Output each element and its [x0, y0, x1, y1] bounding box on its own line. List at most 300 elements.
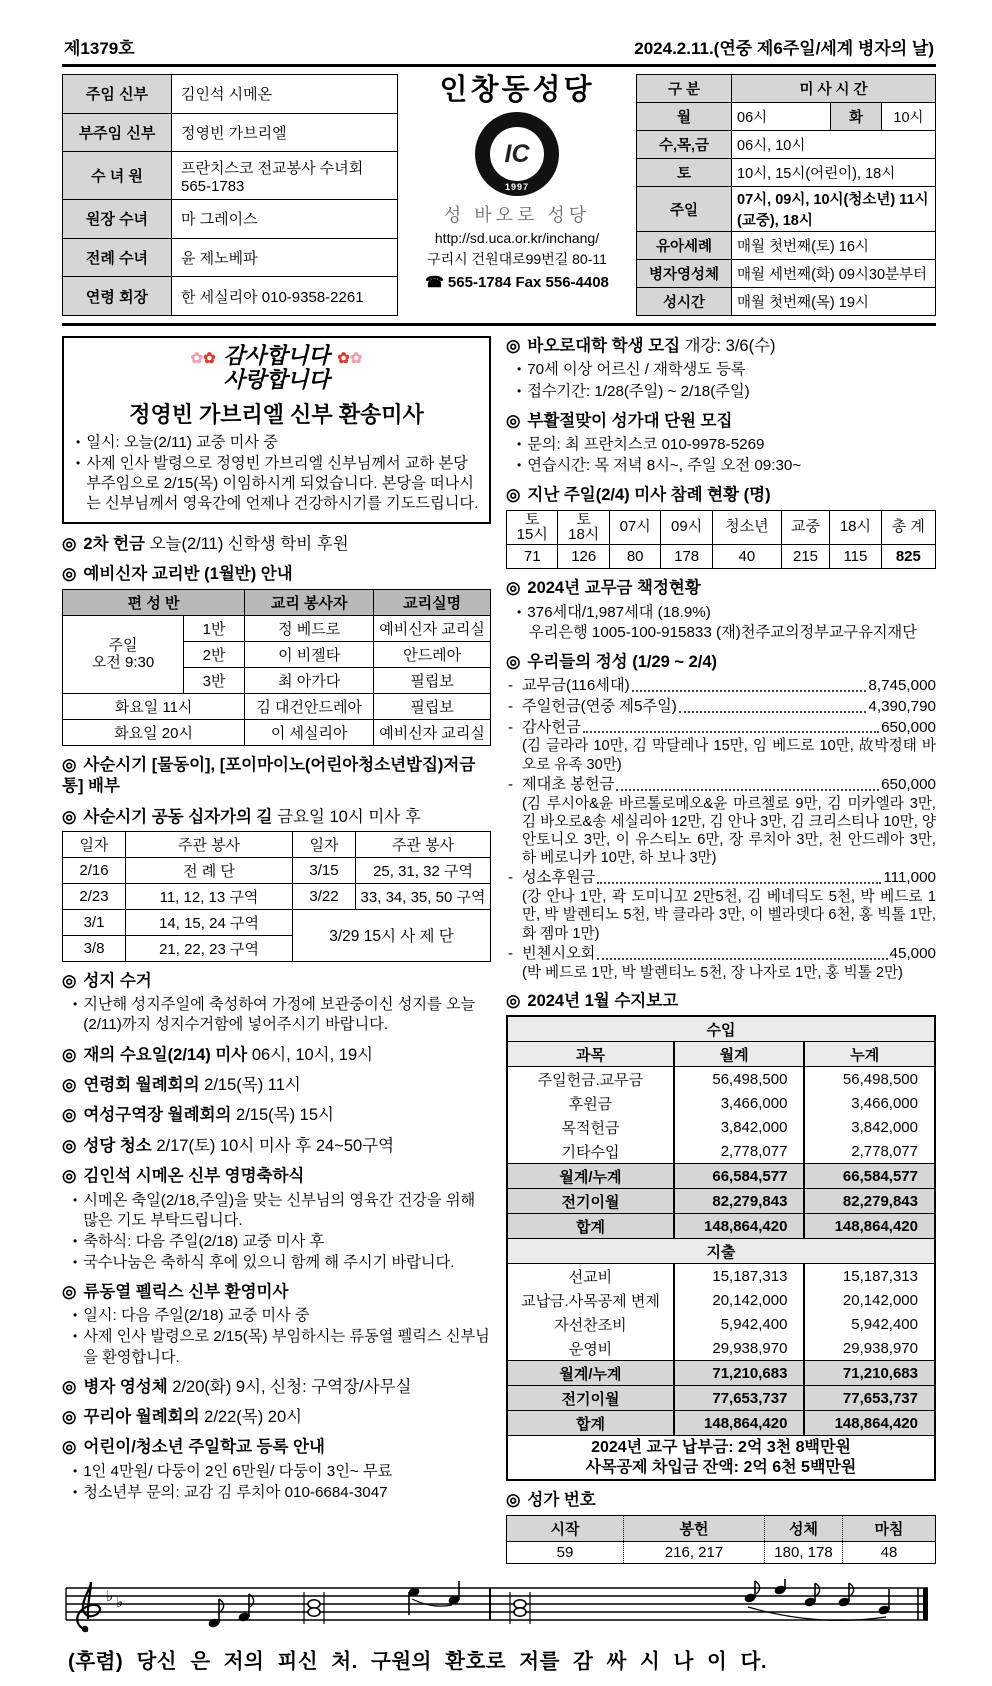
col-header: 토 15시: [507, 510, 558, 545]
bullet-text: 문의: 최 프란치스코 010-9978-5269: [527, 436, 765, 453]
table-row: [637, 159, 936, 187]
section-marker: ◎: [62, 1377, 77, 1396]
table-row: [63, 831, 491, 857]
dot-leader: [597, 958, 887, 960]
mass-time: 매월 첫번째(목) 19시: [732, 288, 936, 316]
clergy-role: 부주임 신부: [63, 113, 172, 152]
svg-text:♭: ♭: [116, 1592, 124, 1611]
count: 178: [661, 545, 712, 569]
account: 교납금.사목공제 변제: [507, 1288, 674, 1312]
col-header: 토 18시: [558, 510, 609, 545]
section-marker: ◎: [62, 971, 77, 990]
cumulative: 77,653,737: [804, 1386, 935, 1411]
table-row: [507, 1288, 935, 1312]
table-row: [63, 152, 398, 200]
col-header: 교리실명: [374, 589, 491, 615]
calligraphy-banner: [74, 345, 479, 393]
monthly: 56,498,500: [674, 1067, 805, 1092]
heading-bold: 성지 수거: [83, 971, 152, 990]
bullet-dot: •: [517, 362, 522, 377]
account: 전기이월: [507, 1189, 674, 1214]
clergy-name: 한 세실리아 010-9358-2261: [172, 277, 398, 316]
hymn-number: 59: [507, 1541, 624, 1563]
heading-bold: 꾸리아 월례회의: [83, 1408, 200, 1426]
teacher: 이 비젤타: [245, 641, 374, 667]
attendance-table: [506, 510, 936, 570]
section-church-cleaning: [62, 1136, 491, 1157]
account: 주일헌금.교무금: [507, 1067, 674, 1092]
section-marker: ◎: [62, 1408, 77, 1426]
table-row: [507, 1312, 935, 1336]
teacher: 정 베드로: [245, 615, 374, 641]
col-header: 봉헌: [624, 1515, 765, 1541]
col-header: 18시: [830, 510, 881, 545]
heading-bold: 김인석 시메온 신부 영명축하식: [83, 1167, 305, 1186]
heading-bold: 어린이/청소년 주일학교 등록 안내: [83, 1438, 325, 1457]
monthly: 77,653,737: [674, 1386, 805, 1411]
flower-icon: ✿: [190, 349, 204, 367]
dash: -: [508, 677, 514, 695]
church-subtitle: 성 바오로 성당: [443, 205, 591, 225]
section-marker: ◎: [62, 1282, 77, 1301]
bullet-line: [74, 433, 479, 453]
table-row: [637, 103, 936, 131]
col-header: 일자: [63, 831, 126, 857]
section-finance-report: [506, 991, 936, 1481]
heading-bold: 재의 수요일(2/14) 미사: [83, 1045, 248, 1064]
section-marker: ◎: [506, 337, 521, 355]
church-logo-icon: [475, 112, 559, 196]
cumulative: 82,279,843: [804, 1189, 935, 1214]
offering-amount: 111,000: [883, 869, 936, 887]
svg-text:♭: ♭: [106, 1586, 114, 1605]
section-heading: [62, 534, 491, 555]
clergy-name: 정영빈 가브리엘: [172, 113, 398, 152]
bullet-text: 지난해 성지주일에 축성하여 가정에 보관중이신 성지를 오늘(2/11)까지 성지수거함에 넣어주시기 바랍니다.: [83, 996, 476, 1034]
teacher: 최 아가다: [245, 667, 374, 693]
table-row: [507, 1515, 936, 1541]
table-row: [63, 75, 398, 114]
mass-time: 06시: [732, 103, 831, 131]
table-row: [637, 260, 936, 288]
section-marker: ◎: [506, 652, 521, 671]
heading-rest: 개강: 3/6(수): [684, 337, 776, 355]
bullet-text: 70세 이상 어르신 / 재학생도 등록: [527, 361, 746, 379]
mass-schedule-table: [636, 74, 936, 316]
cumulative: 56,498,500: [804, 1067, 935, 1092]
count: 126: [558, 545, 609, 569]
table-row: [507, 1411, 935, 1436]
offering-label: 감사헌금: [522, 718, 581, 736]
hymn-number: 180, 178: [765, 1541, 843, 1563]
section-marker: ◎: [62, 1136, 77, 1155]
section-marker: ◎: [62, 1438, 77, 1457]
refrain-music: [62, 1579, 936, 1676]
heading-bold: 지난 주일(2/4) 미사 참례 현황 (명): [527, 486, 771, 505]
col-header: 교리 봉사자: [245, 589, 374, 615]
clergy-table: [62, 74, 398, 316]
heading-rest: 2/22(목) 20시: [204, 1408, 303, 1426]
heading-bold: 여성구역장 월례회의: [83, 1106, 232, 1125]
table-row: [507, 1042, 935, 1067]
catechism-table: [62, 589, 491, 746]
col-header: 마침: [843, 1515, 936, 1541]
monthly: 5,942,400: [674, 1312, 805, 1336]
col-header: 시작: [507, 1515, 624, 1541]
hymn-number: 48: [843, 1541, 936, 1563]
church-identity: [399, 74, 635, 316]
table-row: [63, 719, 491, 745]
count: 215: [781, 545, 829, 569]
flower-icon: ✿: [349, 349, 363, 367]
bullet-text: 일시: 다음 주일(2/18) 교중 미사 중: [83, 1307, 310, 1325]
table-row: [507, 1189, 935, 1214]
clergy-role: 연령 회장: [63, 277, 172, 316]
cumulative: 148,864,420: [804, 1411, 935, 1436]
date: 3/22: [293, 883, 356, 909]
heading-bold: 성가 번호: [527, 1491, 596, 1510]
monthly: 148,864,420: [674, 1214, 805, 1239]
expense-band: 지출: [507, 1239, 935, 1264]
group: 25, 31, 32 구역: [356, 857, 491, 883]
table-row: [507, 1115, 935, 1139]
section-marker: ◎: [62, 807, 77, 826]
table-row: [507, 1541, 936, 1563]
heading-bold: 우리들의 정성 (1/29 ~ 2/4): [527, 652, 718, 671]
account: 후원금: [507, 1091, 674, 1115]
church-address: 구리시 건원대로99번길 80-11: [427, 251, 607, 267]
group: 33, 34, 35, 50 구역: [356, 883, 491, 909]
group-line: 주일: [108, 636, 138, 654]
bullet-dot: •: [73, 997, 78, 1012]
section-marker: ◎: [62, 1075, 77, 1094]
table-row: [507, 1386, 935, 1411]
bullet-dot: •: [73, 1233, 78, 1248]
account: 목적헌금: [507, 1115, 674, 1139]
monthly: 20,142,000: [674, 1288, 805, 1312]
offering-detail: (김 글라라 10만, 김 막달레나 15만, 임 베드로 10만, 故박정태 바오로 유족 30만): [522, 738, 936, 773]
bullet-text: 376세대/1,987세대 (18.9%): [527, 603, 711, 621]
farewell-mass-box: [62, 336, 491, 524]
col-header: 일자: [293, 831, 356, 857]
table-row: [63, 857, 491, 883]
section-curia-meeting: [62, 1407, 491, 1428]
section-marker: ◎: [506, 486, 521, 505]
issue-number: 제1379호: [64, 39, 135, 58]
mass-col-header: 미 사 시 간: [732, 75, 936, 103]
section-heading: [62, 971, 491, 992]
table-row: [63, 113, 398, 152]
section-women-leaders-meeting: [62, 1105, 491, 1126]
col-header: 교중: [781, 510, 829, 545]
table-row: [507, 1436, 935, 1481]
bullet-dot: •: [517, 458, 522, 473]
table-row: [507, 1164, 935, 1189]
table-row: [637, 187, 936, 232]
table-row: [507, 510, 936, 545]
section-marker: ◎: [62, 565, 77, 584]
class-no: 2반: [184, 641, 245, 667]
heading-bold: 바오로대학 학생 모집: [527, 337, 681, 355]
account: 월계/누계: [507, 1361, 674, 1386]
heading-rest: 2/20(화) 9시, 신청: 구역장/사무실: [172, 1377, 412, 1396]
group: 21, 22, 23 구역: [126, 935, 293, 961]
section-ash-wednesday: [62, 1045, 491, 1066]
cumulative: 29,938,970: [804, 1336, 935, 1361]
heading-bold: 2차 헌금: [83, 534, 145, 553]
table-row: [507, 1139, 935, 1164]
table-row: [63, 909, 491, 935]
table-row: [507, 1016, 935, 1042]
cumulative: 3,466,000: [804, 1091, 935, 1115]
footer-line: 사목공제 차입금 잔액: 2억 6천 5백만원: [585, 1458, 857, 1476]
teacher: 김 대건안드레아: [245, 693, 374, 719]
col-header: 성체: [765, 1515, 843, 1541]
bullet-dot: •: [517, 437, 522, 451]
bullet-line: [62, 995, 491, 1035]
section-sunday-school: [62, 1437, 491, 1503]
col-header: 09시: [661, 510, 712, 545]
section-second-collection: [62, 534, 491, 555]
income-band: 수입: [507, 1016, 935, 1042]
heading-bold: 사순시기 공동 십자가의 길: [83, 807, 273, 826]
table-row: [507, 545, 936, 569]
count: 115: [830, 545, 881, 569]
section-feast-day: [62, 1166, 491, 1273]
section-welcome-mass: [62, 1282, 491, 1368]
col-header: 누계: [804, 1042, 935, 1067]
masthead-date: 2024.2.11.(연중 제6주일/세계 병자의 날): [634, 39, 934, 58]
heading-rest: 2/17(토) 10시 미사 후 24~50구역: [156, 1136, 395, 1155]
col-header: 청소년: [712, 510, 781, 545]
section-marker: ◎: [62, 755, 77, 774]
offering-label: 성소후원금: [522, 869, 596, 887]
section-heading: [62, 755, 491, 798]
account: 월계/누계: [507, 1164, 674, 1189]
cumulative: 5,942,400: [804, 1312, 935, 1336]
count: 71: [507, 545, 558, 569]
section-marker: ◎: [62, 1167, 77, 1186]
section-sick-communion: [62, 1377, 491, 1398]
bullet-dot: •: [73, 1463, 78, 1478]
table-row: [507, 1264, 935, 1289]
group: 전 례 단: [126, 857, 293, 883]
offering-detail: (김 루시아&윤 바르톨로메오&윤 마르첼로 9만, 김 미카엘라 3만, 김 바오로&송 세실리아 12만, 김 안나 3만, 김 크리스티나 10만, 양 안토니오 3만, 이 유스티노 6만, 장 루치아 3만, 천 안드레아 3만, 하 베로니카 10만, 하 보나 3만): [522, 795, 936, 867]
col-header: 주관 봉사: [126, 831, 293, 857]
offering-item: [506, 775, 936, 868]
section-catechism: [62, 564, 491, 745]
group: 14, 15, 24 구역: [126, 909, 293, 935]
monthly: 3,466,000: [674, 1091, 805, 1115]
masthead: [62, 34, 936, 64]
col-header: 총 계: [881, 510, 935, 545]
cumulative: 15,187,313: [804, 1264, 935, 1289]
date: 3/8: [63, 935, 126, 961]
heading-bold: 류동열 펠릭스 신부 환영미사: [83, 1282, 289, 1301]
cumulative: 2,778,077: [804, 1139, 935, 1164]
continuation-line: 우리은행 1005-100-915833 (재)천주교의정부교구유지재단: [529, 623, 917, 641]
dash: -: [508, 718, 514, 736]
room: 예비신자 교리실: [374, 719, 491, 745]
section-pledge-status: [506, 578, 936, 643]
church-phone: ☎ 565-1784 Fax 556-4408: [425, 274, 609, 291]
table-row: [63, 199, 398, 238]
footer-line: 2024년 교구 납부금: 2억 3천 8백만원: [591, 1438, 851, 1456]
monthly: 3,842,000: [674, 1115, 805, 1139]
mass-day: 수,목,금: [637, 131, 732, 159]
bullet-text: 청소년부 문의: 교감 김 루치아 010-6684-3047: [83, 1483, 388, 1501]
table-row: [507, 1361, 935, 1386]
table-row: [507, 1239, 935, 1264]
room: 예비신자 교리실: [374, 615, 491, 641]
account: 자선찬조비: [507, 1312, 674, 1336]
table-row: [63, 693, 491, 719]
account: 전기이월: [507, 1386, 674, 1411]
heading-rest: 금요일 10시 미사 후: [277, 807, 421, 826]
clergy-name: 김인석 시메온: [172, 75, 398, 114]
table-row: [637, 232, 936, 260]
mass-col-header: 구 분: [637, 75, 732, 103]
refrain-lyrics: (후렴) 당신 은 저의 피신 처. 구원의 환호로 저를 감 싸 시 나 이 다.: [68, 1649, 768, 1673]
table-row: [63, 277, 398, 316]
bullet-text: 접수기간: 1/28(주일) ~ 2/18(주일): [527, 382, 750, 400]
mass-day: 주일: [637, 187, 732, 232]
mass-time: 06시, 10시: [732, 131, 936, 159]
room: 안드레아: [374, 641, 491, 667]
right-column: [506, 336, 936, 1573]
flower-icon: ✿: [203, 349, 216, 367]
section-heading: [62, 807, 491, 828]
bullet-text: 일시: 오늘(2/11) 교중 미사 중: [86, 433, 278, 451]
section-stations-of-cross: [62, 807, 491, 962]
clergy-name: 마 그레이스: [172, 199, 398, 238]
clergy-role: 전례 수녀: [63, 238, 172, 277]
flower-icon: ✿: [337, 349, 350, 367]
bullet-line: [74, 454, 479, 514]
merged-cell: 3/29 15시 사 제 단: [293, 909, 491, 961]
offering-item: [506, 868, 936, 942]
date: 3/1: [63, 909, 126, 935]
offering-item: [506, 718, 936, 774]
offering-label: 교무금(116세대): [522, 677, 630, 695]
cumulative: 66,584,577: [804, 1164, 935, 1189]
dot-leader: [583, 731, 879, 733]
monthly: 2,778,077: [674, 1139, 805, 1164]
dot-leader: [632, 690, 867, 692]
left-column: [62, 336, 491, 1573]
dot-leader: [616, 789, 879, 791]
monthly: 66,584,577: [674, 1164, 805, 1189]
clergy-role: 수 녀 원: [63, 152, 172, 200]
cumulative: 71,210,683: [804, 1361, 935, 1386]
heading-rest: 2/15(목) 11시: [204, 1075, 301, 1094]
section-heading: [62, 564, 491, 585]
bullet-text: 축하식: 다음 주일(2/18) 교중 미사 후: [83, 1232, 325, 1250]
mass-day: 병자영성체: [637, 260, 732, 288]
hymn-table: [506, 1515, 936, 1564]
bullet-dot: •: [73, 1308, 78, 1323]
heading-bold: 병자 영성체: [83, 1377, 168, 1396]
bullet-dot: •: [517, 383, 522, 398]
bullet-text: 1인 4만원/ 다둥이 2인 6만원/ 다둥이 3인~ 무료: [83, 1462, 393, 1480]
offering-amount: 650,000: [881, 718, 936, 736]
section-lent-items: [62, 755, 491, 798]
bullet-dot: •: [76, 434, 81, 449]
section-marker: ◎: [506, 991, 521, 1010]
section-marker: ◎: [506, 1491, 521, 1510]
cumulative: 20,142,000: [804, 1288, 935, 1312]
logo-initials: IC: [490, 127, 544, 181]
table-row: [507, 1214, 935, 1239]
offering-item: [506, 944, 936, 982]
section-choir-recruit: [506, 411, 936, 477]
bullet-text: 시메온 축일(2/18,주일)을 맞는 신부님의 영육간 건강을 위해 많은 기도 부탁드립니다.: [83, 1191, 476, 1229]
calligraphy-line: 사랑합니다: [223, 366, 330, 393]
offering-item: [506, 697, 936, 717]
class-time: 화요일 11시: [63, 693, 245, 719]
dash: -: [508, 869, 514, 887]
class-time: 화요일 20시: [63, 719, 245, 745]
group-line: 오전 9:30: [91, 654, 155, 672]
bullet-dot: •: [73, 1484, 78, 1499]
calligraphy-line: 감사합니다: [223, 343, 330, 369]
heading-bold: 부활절맞이 성가대 단원 모집: [527, 411, 733, 430]
bullet-dot: •: [517, 604, 522, 619]
section-marker: ◎: [506, 579, 521, 598]
logo-year: 1997: [504, 182, 530, 192]
bullet-text: 사제 인사 발령으로 2/15(목) 부임하시는 류동열 펠릭스 신부님을 환영합니다.: [83, 1328, 490, 1366]
offering-amount: 4,390,790: [868, 697, 936, 715]
mass-time: 매월 세번째(화) 09시30분부터: [732, 260, 936, 288]
heading-bold: 사순시기 [물동이], [포이마이노(어린아청소년밥집)저금통] 배부: [62, 755, 476, 796]
account: 선교비: [507, 1264, 674, 1289]
offering-item: [506, 676, 936, 696]
offering-label: 주일헌금(연중 제5주일): [522, 697, 677, 715]
mass-day: 월: [637, 103, 732, 131]
bullet-dot: •: [76, 455, 81, 470]
table-row: [63, 615, 491, 641]
heading-rest: 06시, 10시, 19시: [251, 1045, 374, 1064]
col-header: 07시: [609, 510, 660, 545]
clergy-name: 프란치스코 전교봉사 수녀회 565-1783: [172, 152, 398, 200]
dash: -: [508, 697, 514, 715]
group: 11, 12, 13 구역: [126, 883, 293, 909]
class-group: [63, 615, 184, 693]
table-row: [507, 1336, 935, 1361]
teacher: 이 세실리아: [245, 719, 374, 745]
section-paul-university: [506, 336, 936, 402]
monthly: 71,210,683: [674, 1361, 805, 1386]
table-row: [637, 131, 936, 159]
date: 2/23: [63, 883, 126, 909]
count-total: 825: [881, 545, 935, 569]
table-row: [63, 238, 398, 277]
stations-table: [62, 831, 491, 962]
heading-bold: 성당 청소: [83, 1136, 152, 1155]
bullet-text: 국수나눔은 축하식 후에 있으니 함께 해 주시기 바랍니다.: [83, 1253, 455, 1271]
dash: -: [508, 775, 514, 793]
monthly: 148,864,420: [674, 1411, 805, 1436]
table-row: [507, 1067, 935, 1092]
monthly: 15,187,313: [674, 1264, 805, 1289]
section-marker: ◎: [62, 1045, 77, 1064]
table-row: [507, 1091, 935, 1115]
mass-time: 10시, 15시(어린이), 18시: [732, 159, 936, 187]
table-row: [63, 883, 491, 909]
hymn-number: 216, 217: [624, 1541, 765, 1563]
offering-label: 제대초 봉헌금: [522, 775, 615, 793]
farewell-title: 정영빈 가브리엘 신부 환송미사: [129, 401, 424, 427]
